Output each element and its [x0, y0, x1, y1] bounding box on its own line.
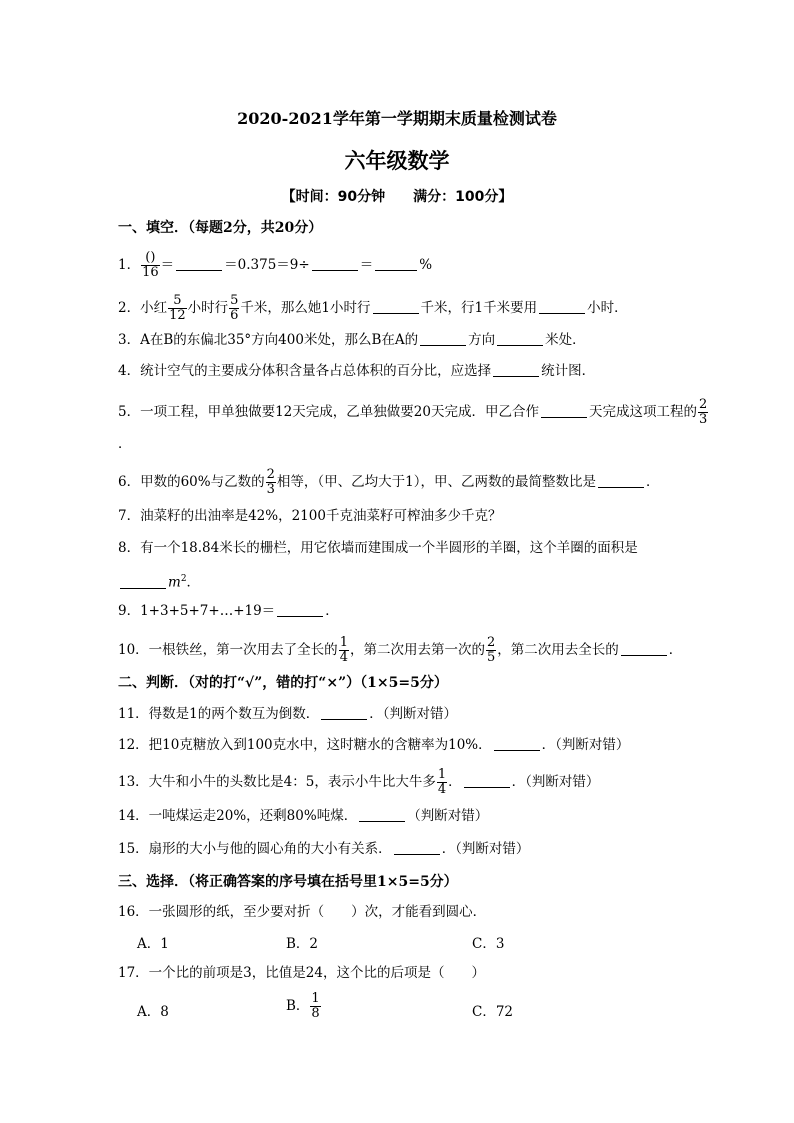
q2-text-b: 小时行 [187, 300, 229, 316]
q17-option-a[interactable]: A．8 [137, 1004, 169, 1020]
q14-text-a: 14．一吨煤运走20%，还剩80%吨煤． [118, 808, 358, 824]
answer-blank[interactable] [621, 641, 667, 656]
frac-den: 4 [437, 782, 447, 797]
q1-number: 1． [118, 257, 141, 273]
frac-num: 2 [266, 467, 275, 482]
exam-info: 【时间：90分钟 满分：100分】 [281, 189, 513, 205]
frac-den: 12 [169, 308, 186, 323]
answer-blank[interactable] [120, 574, 166, 589]
q8-end: ． [186, 574, 201, 591]
q2-fraction-2 [229, 294, 239, 323]
q17-option-b-fraction [310, 992, 320, 1021]
q1-fraction [141, 251, 160, 280]
answer-blank[interactable] [321, 705, 367, 720]
frac-num: 1 [437, 767, 447, 782]
frac-num: 2 [486, 635, 496, 650]
question-13 [118, 768, 599, 797]
answer-blank[interactable] [541, 403, 587, 418]
q1-frac-den: 16 [142, 265, 159, 280]
exam-title: 2020-2021学年第一学期期末质量检测试卷 [237, 109, 557, 128]
q5-text-a: 5．一项工程，甲单独做要12天完成，乙单独做要20天完成．甲乙合作 [118, 404, 539, 420]
frac-den: 5 [486, 650, 496, 665]
q10-fraction-1 [339, 636, 349, 665]
question-5 [118, 398, 709, 427]
frac-den: 3 [698, 412, 708, 427]
answer-blank[interactable] [497, 331, 543, 346]
q4-text-b: 统计图． [541, 363, 596, 379]
q12-text-a: 12．把10克糖放入到100克水中，这时糖水的含糖率为10%． [118, 737, 492, 753]
q13-text-b: ． [448, 774, 462, 790]
q15-text-a: 15．扇形的大小与他的圆心角的大小有关系． [118, 841, 392, 857]
q2-fraction-1 [168, 294, 187, 323]
answer-blank[interactable] [312, 256, 358, 271]
question-1 [118, 251, 432, 280]
q1-text-b: ＝0.375＝9÷ [224, 257, 310, 273]
frac-den: 6 [230, 308, 239, 323]
q17-option-c[interactable]: C．72 [472, 1004, 514, 1020]
question-4 [118, 361, 595, 381]
frac-num: 1 [339, 635, 348, 650]
q10-text-c: ，第二次用去全长的 [497, 642, 619, 658]
question-3 [118, 330, 586, 350]
q4-text-a: 4．统计空气的主要成分体积含量各占总体积的百分比，应选择 [118, 363, 492, 379]
q8-unit: m [168, 574, 181, 591]
question-14 [118, 806, 488, 826]
frac-den: 4 [339, 650, 348, 665]
q12-text-b: ．（判断对错） [541, 737, 630, 753]
q15-text-b: ．（判断对错） [441, 841, 530, 857]
question-16: 16．一张圆形的纸，至少要对折（ ）次，才能看到圆心． [118, 904, 487, 920]
question-9 [118, 601, 339, 621]
question-12 [118, 735, 629, 755]
answer-blank[interactable] [464, 773, 510, 788]
q16-option-c[interactable]: C．3 [472, 936, 505, 952]
q8-unit-exponent: 2 [180, 574, 187, 584]
q11-text-a: 11．得数是1的两个数互为倒数． [118, 706, 320, 722]
question-7: 7．油菜籽的出油率是42%，2100千克油菜籽可榨油多少千克？ [118, 508, 502, 524]
q6-text-c: ． [645, 474, 660, 490]
frac-num: 5 [230, 293, 239, 308]
answer-blank[interactable] [420, 331, 466, 346]
answer-blank[interactable] [375, 256, 417, 271]
question-2 [118, 294, 628, 323]
section-multiple-choice-title: 三、选择．（将正确答案的序号填在括号里1×5=5分） [118, 874, 458, 890]
q3-text-b: 方向 [468, 332, 496, 348]
frac-den: 8 [311, 1006, 320, 1021]
q17-option-b-label: B． [286, 998, 310, 1014]
question-11 [118, 704, 457, 724]
q9-text-b: ． [325, 603, 339, 619]
answer-blank[interactable] [277, 602, 323, 617]
answer-blank[interactable] [598, 473, 644, 488]
q16-option-b[interactable]: B．2 [286, 936, 319, 952]
question-8-line-2 [118, 569, 200, 593]
q2-text-c: 千米，那么她1小时行 [240, 300, 371, 316]
question-8: 8．有一个18.84米长的栅栏，用它依墙而建围成一个半圆形的羊圈，这个羊圈的面积是 [118, 540, 638, 556]
section-fill-in-title: 一、填空．（每题2分，共20分） [118, 220, 323, 236]
q17-option-b[interactable] [286, 992, 322, 1021]
question-6 [118, 468, 659, 497]
q1-text-d: % [419, 257, 433, 273]
q3-text-c: 米处． [545, 332, 586, 348]
q6-fraction [266, 468, 276, 497]
subject-title: 六年级数学 [344, 148, 450, 173]
answer-blank[interactable] [539, 299, 585, 314]
q13-text-a: 13．大牛和小牛的头数比是4：5，表示小牛比大牛多 [118, 774, 436, 790]
q10-fraction-2 [486, 636, 496, 665]
q14-text-b: （判断对错） [407, 808, 489, 824]
question-5-end: ． [118, 436, 132, 452]
q5-fraction [698, 398, 708, 427]
frac-num: 5 [168, 294, 187, 309]
answer-blank[interactable] [394, 840, 440, 855]
q16-option-a[interactable]: A．1 [137, 936, 169, 952]
frac-num: 1 [311, 991, 320, 1006]
q1-frac-num: () [141, 251, 160, 266]
q6-text-b: 相等，（甲、乙均大于1），甲、乙两数的最简整数比是 [276, 474, 596, 490]
answer-blank[interactable] [176, 256, 222, 271]
q5-text-b: 天完成这项工程的 [588, 404, 697, 420]
q1-text-a: ＝ [160, 257, 175, 273]
q6-text-a: 6．甲数的60%与乙数的 [118, 474, 265, 490]
q11-text-b: ．（判断对错） [369, 706, 458, 722]
q13-text-c: ．（判断对错） [511, 774, 600, 790]
section-true-false-title: 二、判断．（对的打“√”，错的打“×”）（1×5=5分） [118, 675, 448, 691]
frac-den: 3 [266, 482, 275, 497]
q1-text-c: ＝ [359, 257, 374, 273]
q9-text-a: 9．1+3+5+7+…+19＝ [118, 603, 276, 619]
q10-text-d: ． [668, 642, 683, 658]
q3-text-a: 3．A在B的东偏北35°方向400米处，那么B在A的 [118, 332, 419, 348]
answer-blank[interactable] [494, 736, 540, 751]
q10-text-a: 10．一根铁丝，第一次用去了全长的 [118, 642, 338, 658]
question-10 [118, 636, 682, 665]
answer-blank[interactable] [373, 299, 419, 314]
q2-text-e: 小时． [587, 300, 628, 316]
q10-text-b: ，第二次用去第一次的 [349, 642, 485, 658]
q13-fraction [437, 768, 447, 797]
question-17: 17．一个比的前项是3，比值是24，这个比的后项是（ ） [118, 965, 485, 981]
answer-blank[interactable] [493, 362, 539, 377]
q2-text-a: 2．小红 [118, 300, 168, 316]
question-15 [118, 839, 529, 859]
answer-blank[interactable] [359, 807, 405, 822]
q2-text-d: 千米，行1千米要用 [420, 300, 538, 316]
frac-num: 2 [698, 397, 708, 412]
